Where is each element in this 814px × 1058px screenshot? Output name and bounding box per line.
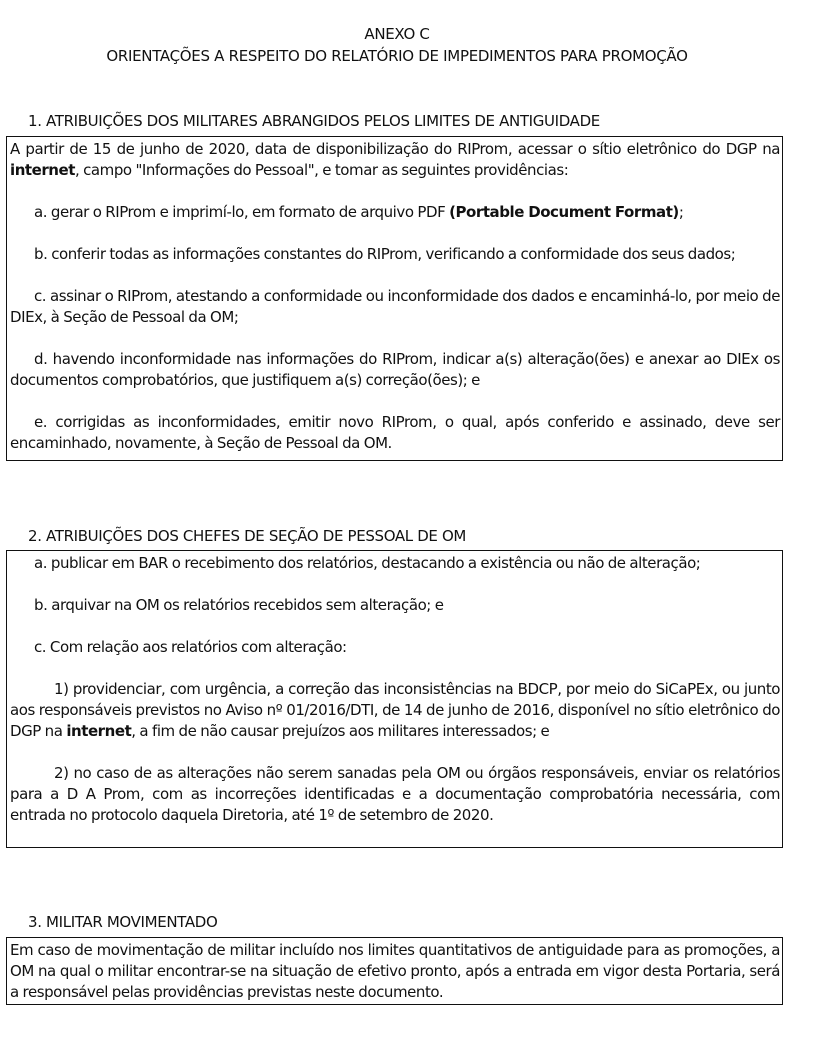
internet-term: internet: [66, 722, 132, 740]
item-a-text: a. gerar o RIProm e imprimí-lo, em formato de arquivo PDF: [34, 203, 450, 221]
section-1-intro: [10, 139, 780, 181]
pdf-term: (Portable Document Format): [449, 203, 679, 221]
section-1-heading: 1. ATRIBUIÇÕES DOS MILITARES ABRANGIDOS PELOS LIMITES DE ANTIGUIDADE: [28, 112, 600, 130]
sub-1-text: 1) providenciar, com urgência, a correção das inconsistências na BDCP, por meio do SiCaPEx, ou junto aos responsáveis previstos no Aviso nº 01/2016/DTI, de 14 de junho de 2016, disponível no sítio eletrônico do DGP na: [10, 680, 780, 740]
section-2-box: [6, 550, 783, 848]
section-1-item-a: [10, 202, 780, 223]
section-2-item-a: a. publicar em BAR o recebimento dos relatórios, destacando a existência ou não de alteração;: [34, 554, 701, 572]
section-2-item-c: c. Com relação aos relatórios com alteração:: [34, 638, 347, 656]
intro-text-end: , campo "Informações do Pessoal", e tomar as seguintes providências:: [74, 161, 569, 179]
section-3-body: Em caso de movimentação de militar incluído nos limites quantitativos de antiguidade para as promoções, a OM na qual o militar encontrar-se na situação de efetivo pronto, após a entrada em vigor desta Portaria, será a responsável pelas providências previstas neste documento.: [10, 941, 780, 1001]
section-1-item-c: c. assinar o RIProm, atestando a conformidade ou inconformidade dos dados e encaminhá-lo, por meio de DIEx, à Seção de Pessoal da OM;: [10, 287, 780, 326]
section-3-heading: 3. MILITAR MOVIMENTADO: [28, 913, 218, 931]
section-2-sub-2: 2) no caso de as alterações não serem sanadas pela OM ou órgãos responsáveis, enviar os relatórios para a D A Prom, com as incorreções identificadas e a documentação comprobatória necessária, com entrada no protocolo daquela Diretoria, até 1º de setembro de 2020.: [10, 764, 780, 824]
annex-label: ANEXO C: [364, 25, 430, 43]
section-3-box: [6, 937, 783, 1005]
internet-term: internet: [10, 161, 75, 179]
sub-1-text-end: , a fim de não causar prejuízos aos militares interessados; e: [131, 722, 550, 740]
intro-text: A partir de 15 de junho de 2020, data de disponibilização do RIProm, acessar o sítio eletrônico do DGP na: [10, 140, 780, 158]
section-2-item-b: b. arquivar na OM os relatórios recebidos sem alteração; e: [34, 596, 444, 614]
item-a-end: ;: [678, 203, 684, 221]
document-title: ORIENTAÇÕES A RESPEITO DO RELATÓRIO DE IMPEDIMENTOS PARA PROMOÇÃO: [106, 47, 688, 65]
section-1-item-b: b. conferir todas as informações constantes do RIProm, verificando a conformidade dos seus dados;: [34, 245, 736, 263]
section-1-item-e: e. corrigidas as inconformidades, emitir novo RIProm, o qual, após conferido e assinado, deve ser encaminhado, novamente, à Seção de Pessoal da OM.: [10, 413, 780, 452]
section-2-sub-1: [10, 679, 780, 742]
section-1-item-d: d. havendo inconformidade nas informações do RIProm, indicar a(s) alteração(ões) e anexar ao DIEx os documentos comprobatórios, que justifiquem a(s) correção(ões); e: [10, 350, 780, 389]
section-2-heading: 2. ATRIBUIÇÕES DOS CHEFES DE SEÇÃO DE PESSOAL DE OM: [28, 527, 467, 545]
section-1-box: [6, 136, 783, 461]
